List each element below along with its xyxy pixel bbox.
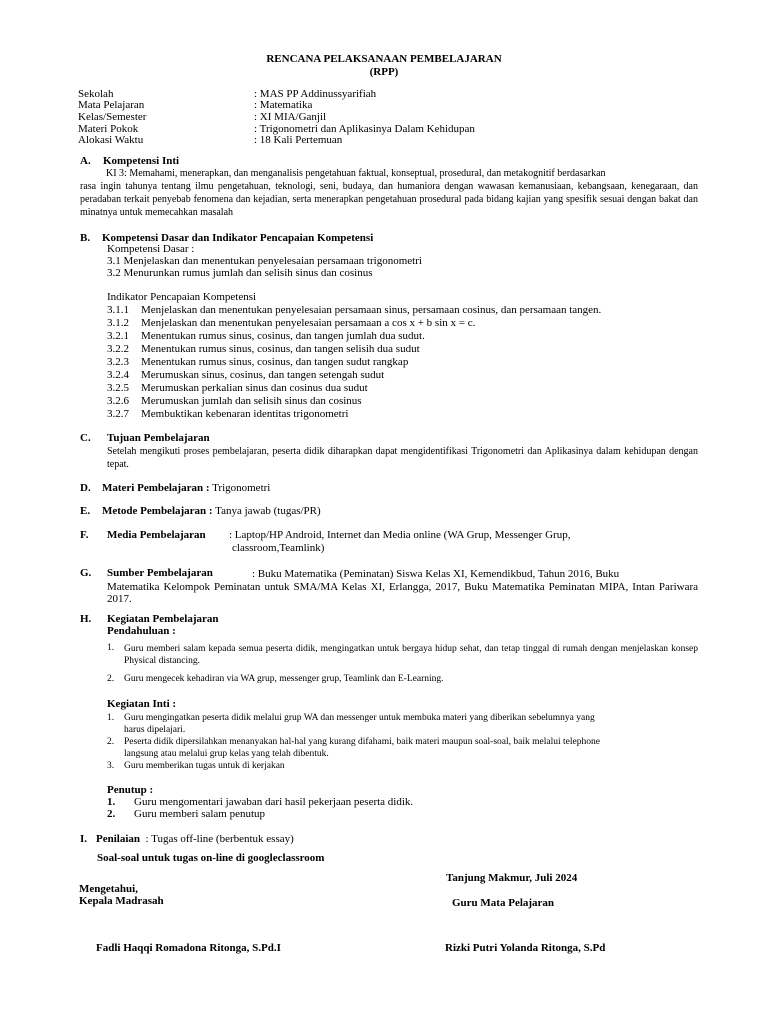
ipk-number: 3.1.1 — [107, 304, 129, 316]
ipk-number: 3.1.2 — [107, 317, 129, 329]
penutup-item: Guru memberi salam penutup — [134, 808, 266, 820]
inti-num: 2. — [107, 737, 115, 747]
section-c-heading: Tujuan Pembelajaran — [107, 432, 210, 444]
soal-note: Soal-soal untuk tugas on-line di googleclassroom — [97, 852, 325, 864]
inti-num: 3. — [107, 761, 115, 771]
place-date: Tanjung Makmur, Juli 2024 — [446, 872, 578, 884]
ipk-number: 3.2.5 — [107, 382, 129, 394]
ipk-number: 3.2.3 — [107, 356, 129, 368]
section-g-heading: Sumber Pembelajaran — [107, 567, 213, 579]
section-f-heading: Media Pembelajaran — [107, 529, 206, 541]
identity-value: : 18 Kali Pertemuan — [254, 134, 343, 146]
section-c-letter: C. — [80, 432, 91, 444]
ipk-text: Menjelaskan dan menentukan penyelesaian persamaan sinus, persamaan cosinus, dan persamaan tangen. — [141, 304, 602, 316]
section-d-heading: Materi Pembelajaran : — [102, 482, 210, 494]
ipk-text: Membuktikan kebenaran identitas trigonometri — [141, 408, 349, 420]
ipk-text: Menentukan rumus sinus, cosinus, dan tangen sudut rangkap — [141, 356, 409, 368]
section-e-letter: E. — [80, 505, 91, 517]
penutup-num: 1. — [107, 796, 116, 808]
section-h-letter: H. — [80, 613, 92, 625]
section-i-letter: I. — [80, 833, 88, 845]
section-a-letter: A. — [80, 155, 91, 167]
guru-mapel-label: Guru Mata Pelajaran — [452, 897, 555, 909]
ipk-text: Menentukan rumus sinus, cosinus, dan tangen jumlah dua sudut. — [141, 330, 425, 342]
section-b-heading: Kompetensi Dasar dan Indikator Pencapaian Kompetensi — [102, 232, 374, 244]
section-h-heading: Kegiatan Pembelajaran — [107, 613, 219, 625]
kd-item: 3.2 Menurunkan rumus jumlah dan selisih sinus dan cosinus — [107, 267, 373, 279]
pendahuluan-num: 2. — [107, 674, 115, 684]
ki3-paragraph: KI 3: Memahami, menerapkan, dan menganalisis pengetahuan faktual, konseptual, prosedural, dan metakognitif berdasarkan — [106, 168, 606, 179]
penutup-num: 2. — [107, 808, 116, 820]
ipk-text: Merumuskan perkalian sinus dan cosinus dua sudut — [141, 382, 368, 394]
ki3-paragraph-cont: rasa ingin tahunya tentang ilmu pengetahuan, teknologi, seni, budaya, dan humaniora dengan wawasan kemanusiaan, kebangsaan, kenegaraan, dan peradaban terkait penyebab fenomena dan kejadian, serta menerapkan pengetahuan prosedural pada bidang kajian yang spesifik sesuai dengan bakat dan minatnya untuk memecahkan masalah — [80, 181, 698, 218]
pendahuluan-heading: Pendahuluan : — [107, 625, 176, 637]
kepala-madrasah-label: Kepala Madrasah — [79, 895, 164, 907]
pendahuluan-item: Guru memberi salam kepada semua peserta didik, mengingatkan untuk bergaya hidup sehat, dan tetap tinggal di rumah dengan menjelaskan konsep Physical distancing. — [124, 644, 698, 666]
identity-label: Sekolah — [78, 88, 114, 100]
inti-item-cont: langsung atau melalui grup kelas yang telah dibentuk. — [124, 749, 329, 759]
ipk-number: 3.2.4 — [107, 369, 129, 381]
left-signatory-name: Fadli Haqqi Romadona Ritonga, S.Pd.I — [96, 942, 281, 954]
identity-value: : MAS PP Addinussyarifiah — [254, 88, 377, 100]
identity-label: Mata Pelajaran — [78, 99, 145, 111]
ipk-text: Merumuskan jumlah dan selisih sinus dan cosinus — [141, 395, 362, 407]
identity-value: : Trigonometri dan Aplikasinya Dalam Kehidupan — [254, 123, 475, 135]
section-e-line — [102, 506, 321, 517]
section-f-value-line2: classroom,Teamlink) — [232, 542, 325, 554]
ipk-number: 3.2.7 — [107, 408, 129, 420]
inti-item: Guru mengingatkan peserta didik melalui grup WA dan messenger untuk membuka materi yang diberikan sebelumnya yang — [124, 713, 595, 723]
section-e-heading: Metode Pembelajaran : — [102, 505, 213, 517]
ipk-number: 3.2.2 — [107, 343, 129, 355]
document-title: RENCANA PELAKSANAAN PEMBELAJARAN — [266, 53, 502, 65]
section-i-value: : Tugas off-line (berbentuk essay) — [145, 833, 294, 845]
identity-label: Kelas/Semester — [78, 111, 147, 123]
section-b-letter: B. — [80, 232, 91, 244]
ipk-text: Menentukan rumus sinus, cosinus, dan tangen selisih dua sudut — [141, 343, 420, 355]
identity-label: Alokasi Waktu — [78, 134, 144, 146]
section-d-letter: D. — [80, 482, 91, 494]
identity-label: Materi Pokok — [78, 123, 139, 135]
section-d-value: Trigonometri — [212, 482, 271, 494]
ipk-number: 3.2.1 — [107, 330, 129, 342]
ipk-subheading: Indikator Pencapaian Kompetensi — [107, 291, 257, 303]
identity-value: : Matematika — [254, 99, 313, 111]
section-e-value: Tanya jawab (tugas/PR) — [215, 505, 321, 517]
penutup-item: Guru mengomentari jawaban dari hasil pekerjaan peserta didik. — [134, 796, 414, 808]
section-i-heading: Penilaian — [96, 833, 141, 845]
section-a-heading: Kompetensi Inti — [103, 155, 180, 167]
section-f-value-line1: : Laptop/HP Android, Internet dan Media online (WA Grup, Messenger Grup, — [229, 529, 571, 541]
section-g-value-rest: Matematika Kelompok Peminatan untuk SMA/MA Kelas XI, Erlangga, 2017, Buku Matematika Peminatan MIPA, Intan Pariwara 2017. — [107, 581, 698, 605]
section-g-letter: G. — [80, 567, 92, 579]
pendahuluan-item: Guru mengecek kehadiran via WA grup, messenger grup, Teamlink dan E-Learning. — [124, 674, 444, 684]
document-subtitle: (RPP) — [369, 66, 399, 78]
ipk-number: 3.2.6 — [107, 395, 129, 407]
ipk-text: Menjelaskan dan menentukan penyelesaian persamaan a cos x + b sin x = c. — [141, 317, 476, 329]
ipk-text: Merumuskan sinus, cosinus, dan tangen setengah sudut — [141, 369, 385, 381]
section-f-letter: F. — [80, 529, 89, 541]
kd-item: 3.1 Menjelaskan dan menentukan penyelesaian persamaan trigonometri — [107, 255, 422, 267]
identity-value: : XI MIA/Ganjil — [254, 111, 327, 123]
kegiatan-inti-heading: Kegiatan Inti : — [107, 698, 177, 710]
section-i-line — [96, 834, 294, 845]
penutup-heading: Penutup : — [107, 784, 154, 796]
inti-num: 1. — [107, 713, 115, 723]
section-g-value-line1: : Buku Matematika (Peminatan) Siswa Kelas XI, Kemendikbud, Tahun 2016, Buku — [252, 568, 620, 580]
tujuan-paragraph: Setelah mengikuti proses pembelajaran, peserta didik diharapkan dapat mengidentifikasi Trigonometri dan Aplikasinya dalam kehidupan dengan tepat. — [107, 446, 698, 470]
section-d-line — [102, 483, 270, 494]
mengetahui-label: Mengetahui, — [79, 883, 138, 895]
right-signatory-name: Rizki Putri Yolanda Ritonga, S.Pd — [445, 942, 606, 954]
kd-subheading: Kompetensi Dasar : — [107, 243, 195, 255]
inti-item: Peserta didik dipersilahkan menanyakan hal-hal yang kurang difahami, baik materi maupun soal-soal, baik melalui telephone — [124, 737, 600, 747]
inti-item-cont: harus dipelajari. — [124, 725, 186, 735]
inti-item: Guru memberikan tugas untuk di kerjakan — [124, 761, 285, 771]
pendahuluan-num: 1. — [107, 643, 115, 653]
